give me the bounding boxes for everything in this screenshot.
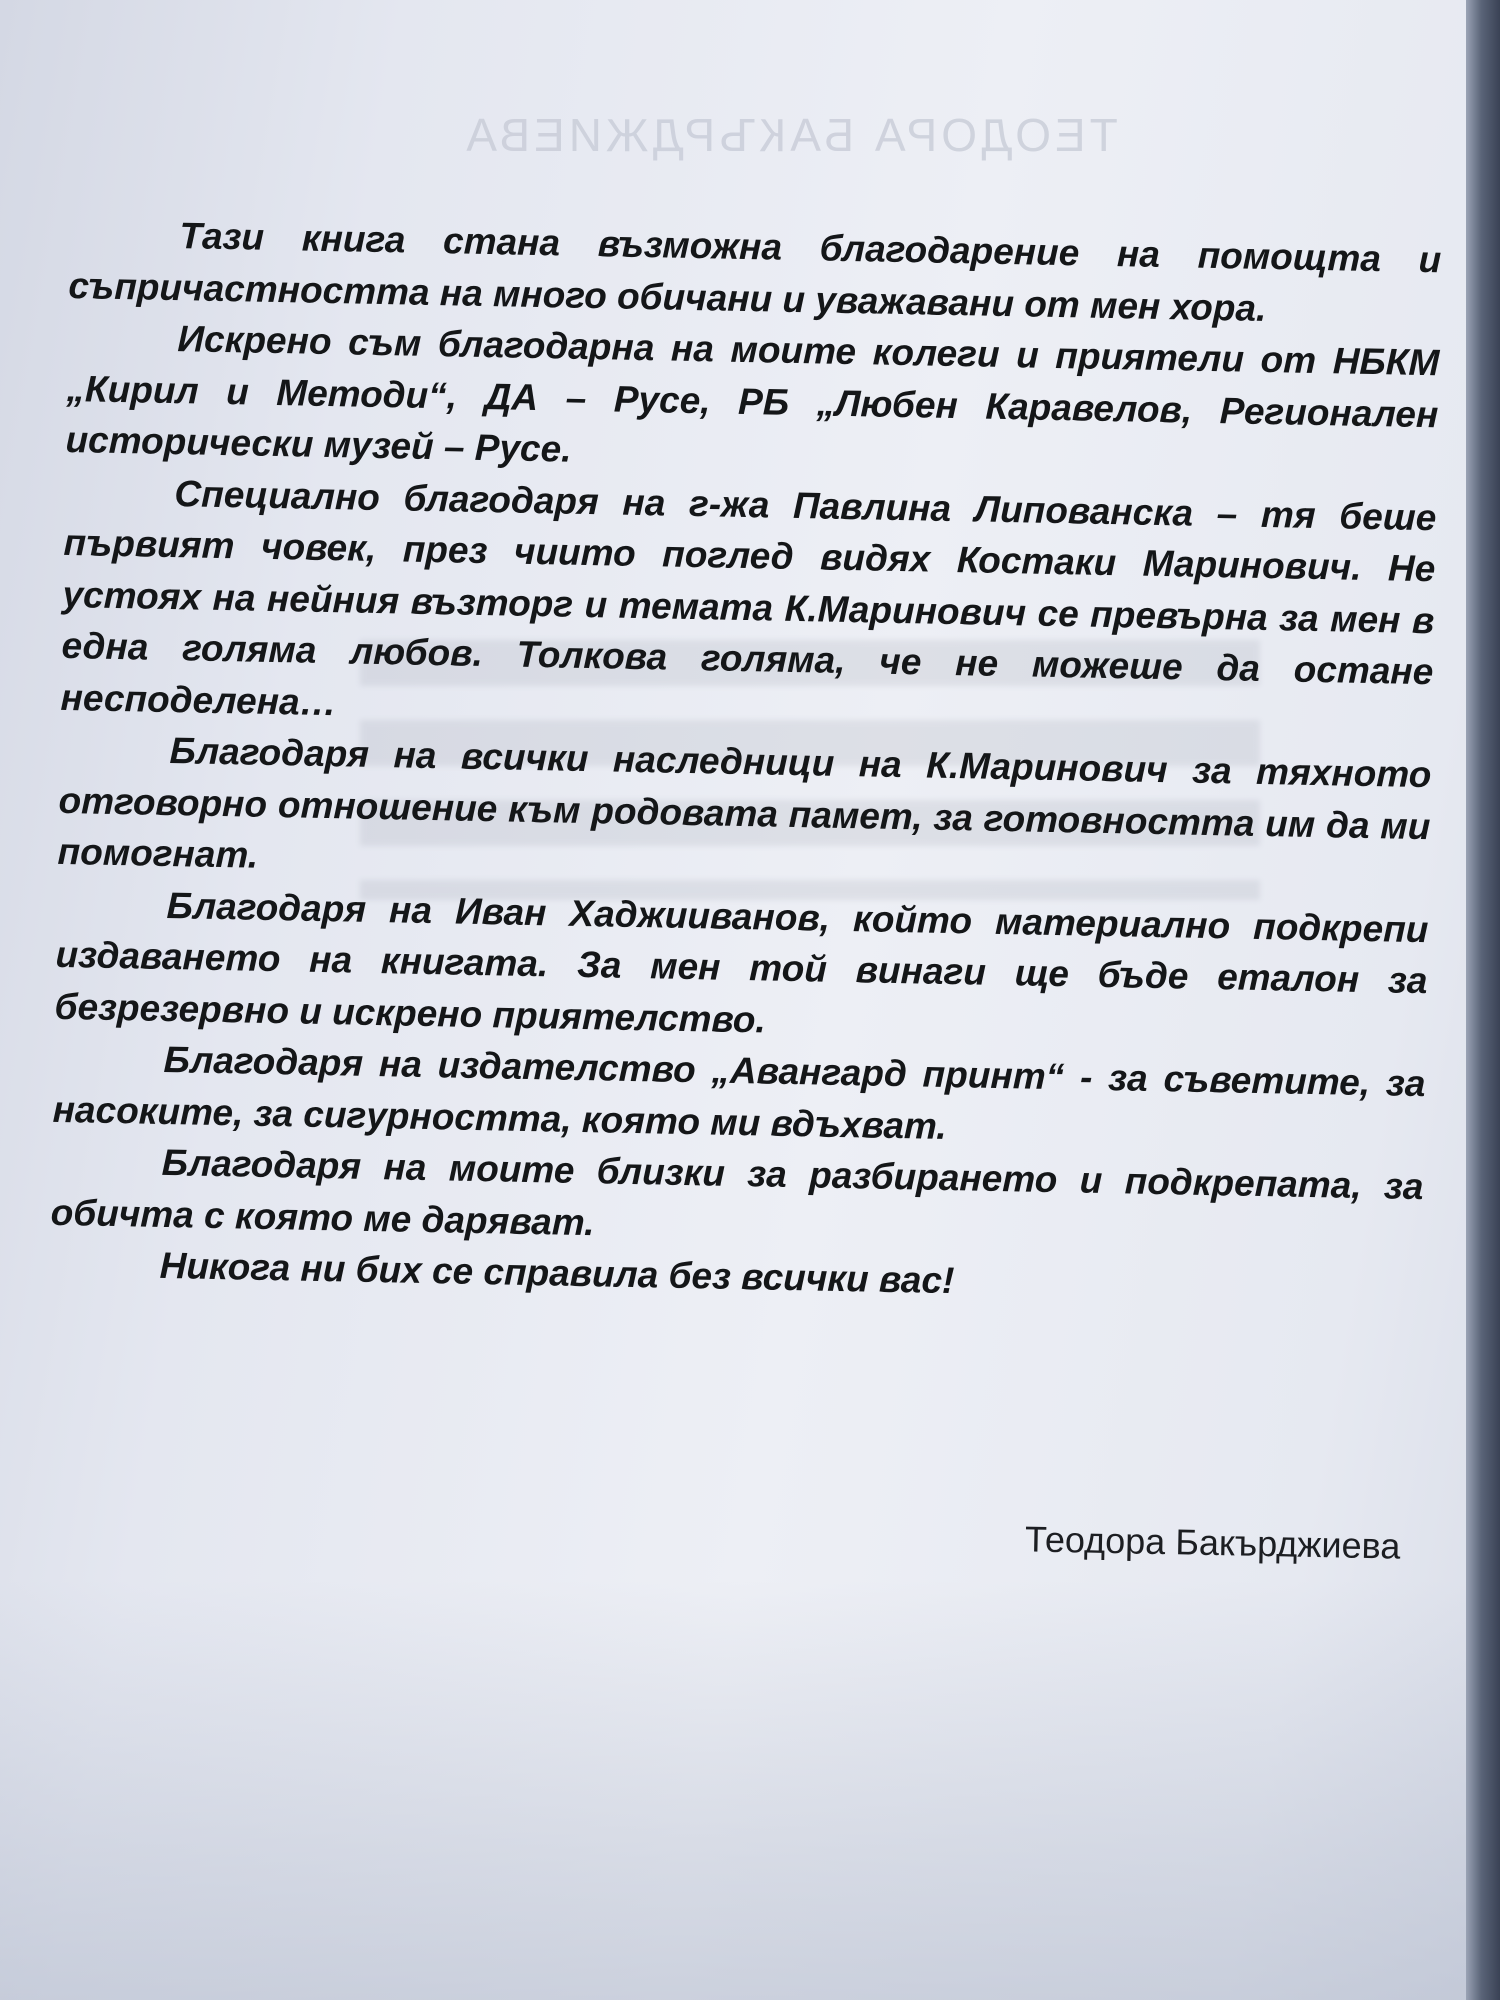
- paragraph-6: Благодаря на издателство „Авангард принт“ - за съветите, за насоките, за сигурността, която ми вдъхват.: [52, 1038, 1426, 1147]
- page-bottom-shadow: [0, 1580, 1500, 2000]
- paragraph-8: Никога ни бих се справила без всички вас!: [159, 1244, 955, 1302]
- running-header-bleedthrough: ТЕОДОРА БАКЪРДЖИЕВА: [462, 109, 1118, 161]
- paragraph-5: Благодаря на Иван Хаджииванов, който материално подкрепи издаването на книгата. За мен той винаги ще бъде еталон за безрезервно и искрено приятелство.: [54, 884, 1429, 1041]
- paragraph-4: Благодаря на всички наследници на К.Маринович за тяхното отговорно отношение към родовата памет, за готовността им да ми помогнат.: [57, 730, 1432, 876]
- book-edge: [1466, 0, 1500, 2000]
- author-signature: Теодора Бакърджиева: [1024, 1518, 1401, 1567]
- paragraph-7: Благодаря на моите близки за разбирането и подкрепата, за обичта с която ме даряват.: [50, 1141, 1424, 1243]
- paragraph-2: Искрено съм благодарна на моите колеги и приятели от НБКМ „Кирил и Методи“, ДА – Русе, РБ „Любен Каравелов, Регионален исторически музей – Русе.: [65, 318, 1440, 470]
- acknowledgements-text: [49, 208, 1442, 1316]
- paragraph-3: Специално благодаря на г-жа Павлина Липованска – тя беше първият човек, през чиито поглед видях Костаки Маринович. Не устоях на нейния възторг и темата К.Маринович се превърна за мен в една голяма любов. Толкова голяма, че не можеше да остане несподелена…: [60, 472, 1437, 723]
- paragraph-1: Тази книга стана възможна благодарение на помощта и съпричастността на много обичани и уважавани от мен хора.: [68, 215, 1442, 329]
